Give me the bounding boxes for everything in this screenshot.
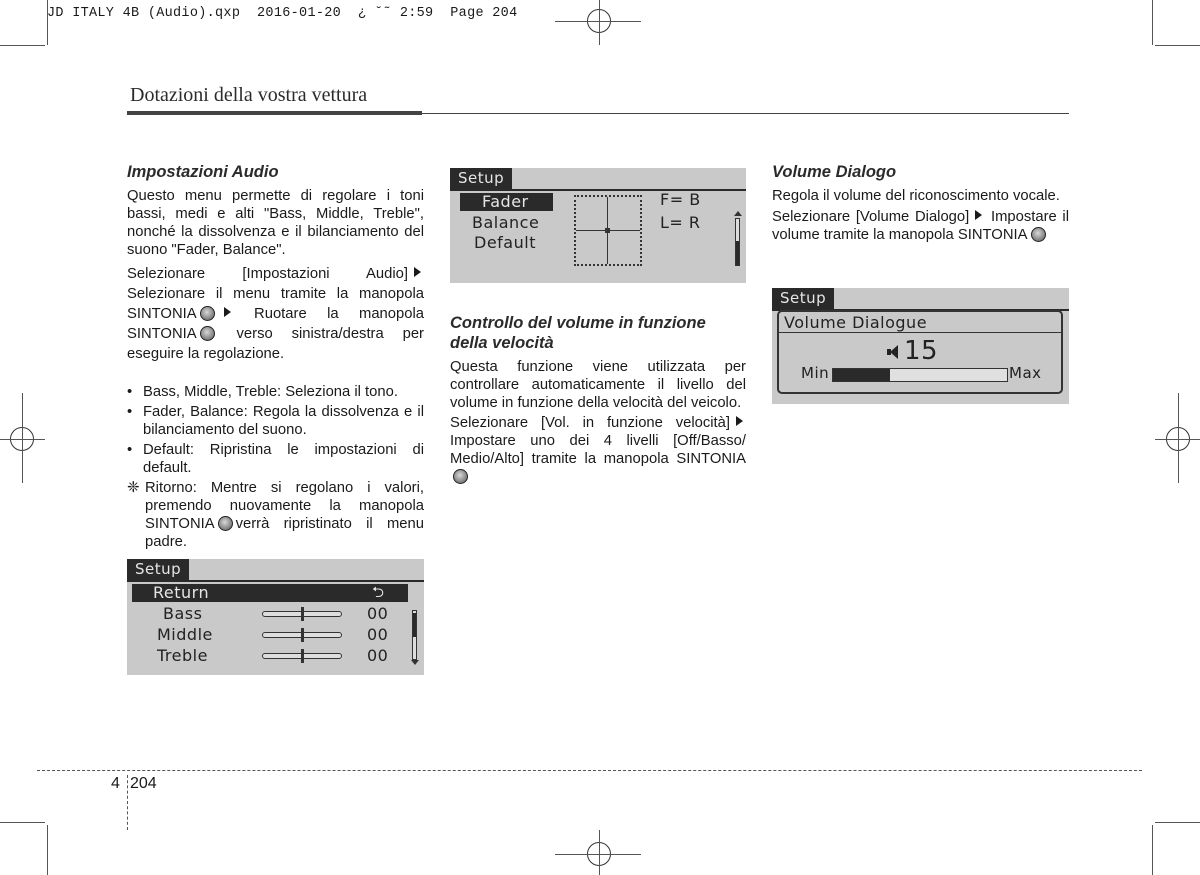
crop-mark (1155, 822, 1200, 823)
screen-volume-dialogue (772, 288, 1069, 404)
column-speed-volume (450, 313, 746, 486)
crop-mark (1155, 45, 1200, 46)
note-return (127, 479, 424, 551)
tune-knob-icon (453, 469, 468, 484)
arrow-right-icon (414, 267, 421, 277)
instruction-adjust: verso sinistra/destra per eseguire la regolazione. (127, 326, 424, 362)
menu-item-return[interactable] (132, 584, 408, 602)
scroll-up-icon (734, 211, 742, 216)
instruction-select: Selezionare [Impostazioni Audio] (127, 266, 408, 282)
instruction-rotate: Ruotare la manopola SINTONIA (127, 306, 424, 342)
tune-knob-icon (200, 326, 215, 341)
heading-voice-volume: Volume Dialogo (772, 163, 897, 181)
volume-dialogue-box (777, 310, 1063, 394)
arrow-right-icon (224, 307, 231, 317)
screen-tab-line (450, 189, 746, 191)
heading-audio-settings: Impostazioni Audio (127, 163, 279, 181)
screen-audio-setup (127, 559, 424, 675)
menu-item-bass[interactable]: Bass (163, 604, 203, 623)
note-text-a: Ritorno: Mentre si regolano i valori, premendo nuovamente la manopola SINTONIA (145, 480, 424, 532)
slider-thumb[interactable] (301, 649, 304, 663)
balance-value: L= R (660, 213, 701, 232)
paragraph-voice-intro: Regola il volume del riconoscimento vocale. (772, 188, 1060, 204)
scrollbar-thumb[interactable] (413, 613, 416, 637)
note-text-b: verrà ripristinato il menu padre. (145, 516, 424, 550)
registration-mark (555, 854, 641, 855)
treble-value: 00 (367, 646, 389, 665)
paragraph-instructions (127, 264, 424, 364)
screen-tab-setup: Setup (127, 559, 189, 580)
instruction-levels: Impostare uno dei 4 livelli [Off/Basso/ Medio/Alto] tramite la manopola SINTONIA (450, 433, 746, 467)
registration-mark (1178, 393, 1179, 483)
menu-item-middle[interactable]: Middle (157, 625, 213, 644)
scrollbar-thumb[interactable] (736, 241, 739, 265)
registration-mark (0, 439, 45, 440)
menu-item-fader[interactable] (460, 193, 553, 211)
screen-fader-balance (450, 168, 746, 283)
crop-mark (0, 45, 45, 46)
title-rule-accent (127, 111, 422, 115)
registration-mark (599, 830, 600, 875)
menu-item-balance[interactable]: Balance (472, 213, 540, 232)
chapter-number: 4 (111, 775, 120, 792)
crop-mark (47, 825, 48, 875)
fader-value: F= B (660, 190, 701, 209)
bass-value: 00 (367, 604, 389, 623)
volume-min-label: Min (801, 364, 830, 382)
list-item: • Default: Ripristina le impostazioni di default. (127, 441, 424, 477)
balance-point[interactable] (605, 228, 610, 233)
fader-label: Fader (482, 192, 529, 211)
slider-thumb[interactable] (301, 607, 304, 621)
footer-divider (127, 775, 128, 830)
crop-mark (1152, 825, 1153, 875)
crop-mark (0, 822, 45, 823)
registration-mark (599, 0, 600, 45)
volume-dialogue-title: Volume Dialogue (784, 313, 928, 332)
column-voice-volume (772, 162, 1069, 244)
speaker-cone (890, 345, 898, 359)
heading-speed-volume: Controllo del volume in funzione della velocità (450, 314, 706, 352)
instruction-select: Selezionare [Vol. in funzione velocità] (450, 415, 730, 431)
footer-rule (37, 770, 1142, 771)
registration-mark (22, 393, 23, 483)
menu-item-default[interactable]: Default (474, 233, 536, 252)
return-label: Return (153, 583, 210, 602)
instruction-menu: Selezionare il menu tramite la manopola SINTONIA (127, 286, 424, 322)
registration-mark (555, 21, 641, 22)
tune-knob-icon (218, 516, 233, 531)
arrow-right-icon (736, 416, 743, 426)
list-item: • Fader, Balance: Regola la dissolvenza e il bilanciamento del suono. (127, 403, 424, 439)
tune-knob-icon (1031, 227, 1046, 242)
arrow-right-icon (975, 210, 982, 220)
registration-mark (1155, 439, 1200, 440)
tune-knob-icon (200, 306, 215, 321)
fader-balance-grid (574, 195, 642, 266)
note-mark: ❈ (127, 480, 140, 496)
paragraph-intro: Questo menu permette di regolare i toni bassi, medi e alti "Bass, Middle, Treble", nonché la dissolvenza e il bilanciamento del suono "Fader, Balance". (127, 188, 424, 258)
bullet-list (127, 383, 424, 477)
speaker-icon (887, 345, 899, 359)
print-slug: JD ITALY 4B (Audio).qxp 2016-01-20 ¿ ˘˜ 2:59 Page 204 (47, 6, 518, 21)
paragraph-speed-intro: Questa funzione viene utilizzata per controllare automaticamente il livello del volume in funzione della velocità del veicolo. (450, 359, 746, 411)
screen-tab-setup: Setup (772, 288, 834, 309)
bass-slider[interactable] (262, 611, 342, 617)
volume-bar-fill (833, 369, 890, 381)
paragraph-voice-instructions (772, 208, 1069, 244)
volume-bar[interactable] (832, 368, 1008, 382)
volume-max-label: Max (1009, 364, 1042, 382)
scrollbar[interactable] (412, 610, 417, 660)
column-audio-settings (127, 162, 424, 551)
box-title-underline (779, 332, 1061, 333)
instruction-volume: Impostare il volume tramite la manopola SINTONIA (772, 209, 1069, 243)
crop-mark (1152, 0, 1153, 45)
treble-slider[interactable] (262, 653, 342, 659)
middle-slider[interactable] (262, 632, 342, 638)
section-title: Dotazioni della vostra vettura (130, 84, 368, 106)
screen-tab-setup: Setup (450, 168, 512, 189)
slider-thumb[interactable] (301, 628, 304, 642)
scrollbar[interactable] (735, 218, 740, 266)
page-number: 204 (130, 775, 157, 792)
list-item: • Bass, Middle, Treble: Seleziona il tono. (127, 383, 424, 401)
paragraph-speed-instructions (450, 414, 746, 486)
volume-value: 15 (904, 336, 939, 366)
instruction-select: Selezionare [Volume Dialogo] (772, 209, 970, 225)
menu-item-treble[interactable]: Treble (157, 646, 208, 665)
scroll-down-icon (411, 660, 419, 665)
middle-value: 00 (367, 625, 389, 644)
return-icon: ⮌ (372, 583, 385, 601)
